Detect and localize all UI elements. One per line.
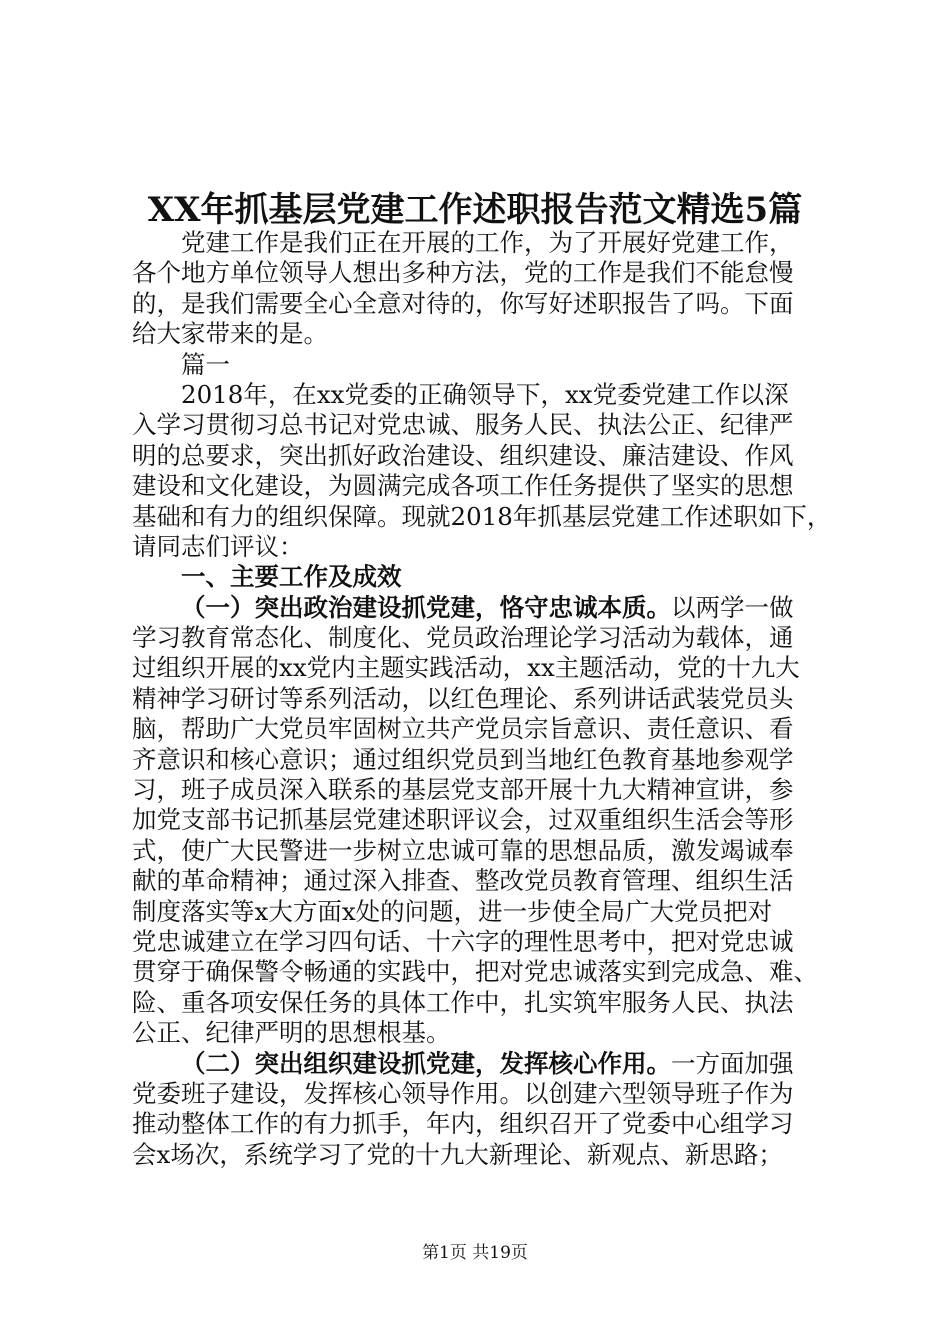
paragraph-line: 加党支部书记抓基层党建述职评议会，过双重组织生活会等形 [132, 805, 794, 835]
paragraph-line: 会x场次，系统学习了党的十九大新理论、新观点、新思路； [132, 1139, 783, 1169]
paragraph-line: 险、重各项安保任务的具体工作中，扎实筑牢服务人民、执法 [132, 987, 794, 1017]
intro-line: 给大家带来的是。 [132, 319, 328, 349]
subsection-first-line [132, 593, 832, 623]
intro-line: 各个地方单位领导人想出多种方法，党的工作是我们不能怠慢 [132, 258, 794, 288]
paragraph-line: 党忠诚建立在学习四句话、十六字的理性思考中，把对党忠诚 [132, 926, 794, 956]
paragraph-line: 过组织开展的xx党内主题实践活动，xx主题活动，党的十九大 [132, 653, 800, 683]
paragraph-line: 推动整体工作的有力抓手，年内，组织召开了党委中心组学习 [132, 1109, 794, 1139]
paragraph-line: 献的革命精神；通过深入排查、整改党员教育管理、组织生活 [132, 866, 794, 896]
paragraph-line: 齐意识和核心意识；通过组织党员到当地红色教育基地参观学 [132, 744, 794, 774]
intro-line: 的，是我们需要全心全意对待的，你写好述职报告了吗。下面 [132, 288, 794, 318]
subsection-heading: （二）突出组织建设抓党建，发挥核心作用。 [181, 1048, 671, 1078]
section-heading: 一、主要工作及成效 [181, 562, 402, 592]
paragraph-line: 学习教育常态化、制度化、党员政治理论学习活动为载体，通 [132, 623, 794, 653]
opening-line: 明的总要求，突出抓好政治建设、组织建设、廉洁建设、作风 [132, 440, 794, 470]
paragraph-line: 公正、纪律严明的思想根基。 [132, 1018, 451, 1048]
paragraph-line: 党委班子建设，发挥核心领导作用。以创建六型领导班子作为 [132, 1078, 794, 1108]
document-title: XX年抓基层党建工作述职报告范文精选5篇 [147, 190, 803, 230]
paragraph-line: 脑，帮助广大党员牢固树立共产党员宗旨意识、责任意识、看 [132, 714, 794, 744]
opening-line: 建设和文化建设，为圆满完成各项工作任务提供了坚实的思想 [132, 471, 794, 501]
subsection-heading: （一）突出政治建设抓党建，恪守忠诚本质。 [181, 592, 671, 622]
opening-line: 基础和有力的组织保障。现就2018年抓基层党建工作述职如下， [132, 501, 832, 531]
opening-line: 请同志们评议： [132, 531, 304, 561]
part-label: 篇一 [181, 349, 230, 379]
document-body [132, 228, 832, 1170]
paragraph-line: 制度落实等x大方面x处的问题，进一步使全局广大党员把对 [132, 896, 773, 926]
page-number-footer: 第1页 共19页 [422, 1243, 528, 1263]
paragraph-line: 精神学习研讨等系列活动，以红色理论、系列讲话武装党员头 [132, 683, 794, 713]
subsection-first-line [132, 1049, 832, 1079]
intro-line: 党建工作是我们正在开展的工作，为了开展好党建工作， [181, 228, 794, 257]
paragraph-text: 一方面加强 [671, 1048, 794, 1078]
paragraph-line: 式，使广大民警进一步树立忠诚可靠的思想品质，激发竭诚奉 [132, 835, 794, 865]
paragraph-text: 以两学一做 [671, 592, 794, 622]
opening-line: 2018年，在xx党委的正确领导下，xx党委党建工作以深 [181, 379, 789, 409]
paragraph-line: 习，班子成员深入联系的基层党支部开展十九大精神宣讲，参 [132, 775, 794, 805]
paragraph-line: 贯穿于确保警令畅通的实践中，把对党忠诚落实到完成急、难、 [132, 957, 818, 987]
opening-line: 入学习贯彻习总书记对党忠诚、服务人民、执法公正、纪律严 [132, 410, 794, 440]
